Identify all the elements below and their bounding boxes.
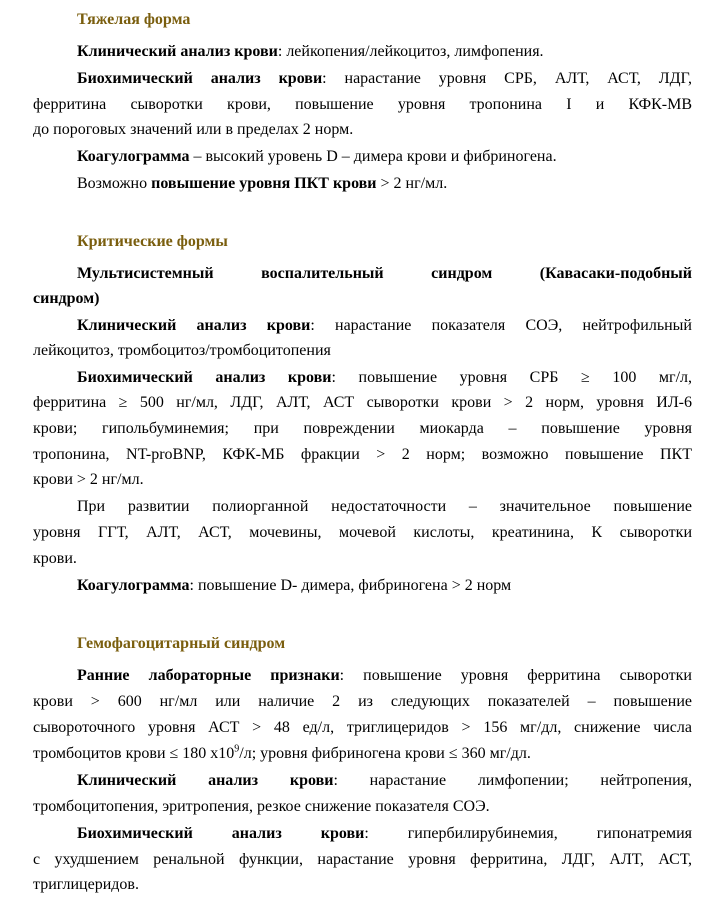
bold-term: Биохимический анализ крови — [77, 70, 323, 87]
paragraph-line: ферритина сыворотки крови, повышение уровня тропонина I и КФК-МВ — [33, 96, 692, 113]
paragraph-line: лейкоцитоз, тромбоцитоз/тромбоцитопения — [33, 342, 331, 359]
bold-term: Коагулограмма — [77, 148, 190, 165]
paragraph-line: сывороточного уровня АСТ > 48 ед/л, триглицеридов > 156 мг/дл, снижение числа — [33, 719, 692, 736]
bold-term: Клинический анализ крови — [77, 317, 311, 334]
paragraph-line: ферритина ≥ 500 нг/мл, ЛДГ, АЛТ, АСТ сыворотки крови > 2 норм, уровня ИЛ-6 — [33, 394, 692, 411]
paragraph-line: крови > 2 нг/мл. — [33, 471, 144, 488]
paragraph-line: Клинический анализ крови: нарастание лимфопении; нейтропения, — [77, 772, 692, 789]
bold-term: Коагулограмма — [77, 577, 190, 594]
bold-term: Ранние лабораторные признаки — [77, 667, 340, 684]
paragraph-line: Клинический анализ крови: лейкопения/лейкоцитоз, лимфопения. — [77, 43, 544, 60]
paragraph-line: тромбоцитов крови ≤ 180 $х10^9/л$; уровня фибриногена крови ≤ 360 мг/дл. — [33, 743, 531, 762]
bold-term: Клинический анализ крови — [77, 43, 278, 60]
paragraph-line: триглицеридов. — [33, 876, 139, 893]
paragraph-line: уровня ГГТ, АЛТ, АСТ, мочевины, мочевой кислоты, креатинина, К сыворотки — [33, 524, 692, 541]
paragraph-line: крови > 600 нг/мл или наличие 2 из следующих показателей – повышение — [33, 693, 692, 710]
section-heading-severe: Тяжелая форма — [77, 11, 191, 28]
section-heading-critical: Критические формы — [77, 233, 228, 250]
paragraph-line: Клинический анализ крови: нарастание показателя СОЭ, нейтрофильный — [77, 317, 692, 334]
subsection-title: Мультисистемный воспалительный синдром (Кавасаки-подобный — [77, 265, 692, 282]
paragraph-line: с ухудшением ренальной функции, нарастание уровня ферритина, ЛДГ, АЛТ, АСТ, — [33, 851, 692, 868]
paragraph-line: тропонина, NT-proBNP, КФК-МБ фракции > 2 норм; возможно повышение ПКТ — [33, 446, 692, 463]
bold-term: Биохимический анализ крови — [77, 369, 332, 386]
paragraph-line: крови; гипольбуминемия; при повреждении миокарда – повышение уровня — [33, 420, 692, 437]
paragraph-line: Биохимический анализ крови: нарастание уровня СРБ, АЛТ, АСТ, ЛДГ, — [77, 70, 693, 87]
paragraph-line: Коагулограмма: повышение D- димера, фибриногена > 2 норм — [77, 577, 512, 594]
paragraph-line: Возможно повышение уровня ПКТ крови > 2 нг/мл. — [77, 175, 448, 192]
paragraph-line: тромбоцитопения, эритропения, резкое снижение показателя СОЭ. — [33, 798, 490, 815]
subsection-title: синдром) — [33, 290, 100, 307]
paragraph-line: крови. — [33, 550, 77, 567]
section-heading-hemophagocytic: Гемофагоцитарный синдром — [77, 635, 286, 652]
paragraph-line: Коагулограмма – высокий уровень D – димера крови и фибриногена. — [77, 148, 557, 165]
paragraph-line: Биохимический анализ крови: гипербилирубинемия, гипонатремия — [77, 825, 692, 842]
bold-term: повышение уровня ПКТ крови — [151, 175, 377, 192]
paragraph-line: При развитии полиорганной недостаточности – значительное повышение — [77, 498, 692, 515]
bold-term: Биохимический анализ крови — [77, 825, 365, 842]
paragraph-line: до пороговых значений или в пределах 2 норм. — [33, 121, 354, 138]
bold-term: Клинический анализ крови — [77, 772, 334, 789]
paragraph-line: Ранние лабораторные признаки: повышение уровня ферритина сыворотки — [77, 667, 692, 684]
paragraph-line: Биохимический анализ крови: повышение уровня СРБ ≥ 100 мг/л, — [77, 369, 693, 386]
